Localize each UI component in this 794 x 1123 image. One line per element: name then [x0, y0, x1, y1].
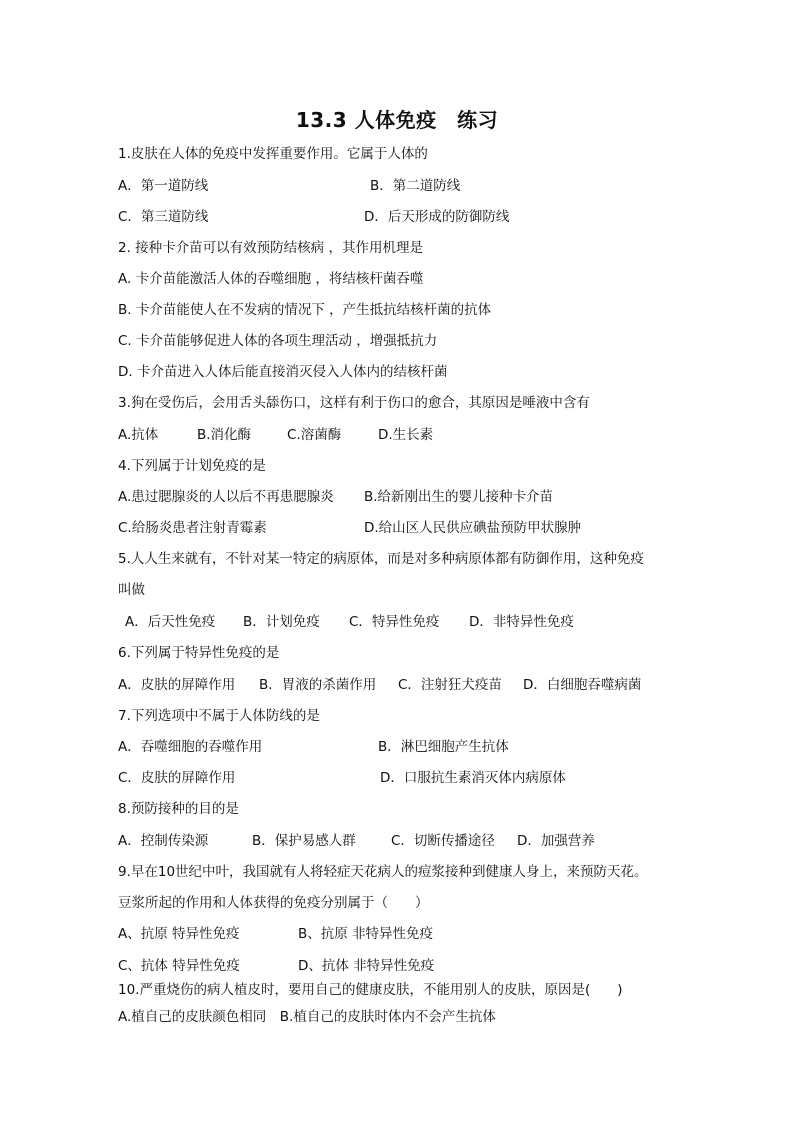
question-5-option-c: C．特异性免疫	[349, 614, 440, 630]
question-4-option-d: D.给山区人民供应碘盐预防甲状腺肿	[364, 520, 582, 536]
question-9-stem: 9.早在10世纪中叶，我国就有人将轻症天花病人的痘浆接种到健康人身上，来预防天花。	[118, 864, 648, 880]
question-7-option-d: D．口服抗生素消灭体内病原体	[380, 770, 566, 786]
question-6-option-b: B．胃液的杀菌作用	[259, 677, 377, 693]
question-4-stem: 4.下列属于计划免疫的是	[118, 458, 266, 474]
question-5-option-d: D．非特异性免疫	[469, 614, 574, 630]
question-8-option-b: B．保护易感人群	[252, 833, 356, 849]
question-9-option-b: B、抗原 非特异性免疫	[298, 926, 434, 942]
question-1-stem: 1.皮肤在人体的免疫中发挥重要作用。它属于人体的	[118, 146, 428, 162]
question-5-option-a: A．后天性免疫	[125, 614, 216, 630]
question-1-option-a: A．第一道防线	[118, 178, 209, 194]
question-5-stem: 5.人人生来就有，不针对某一特定的病原体，而是对多种病原体都有防御作用，这种免疫	[118, 551, 644, 567]
question-7-stem: 7.下列选项中不属于人体防线的是	[118, 708, 320, 724]
question-1-option-d: D．后天形成的防御防线	[364, 209, 510, 225]
question-9-option-a: A、抗原 特异性免疫	[118, 926, 240, 942]
question-6-option-a: A．皮肤的屏障作用	[118, 677, 236, 693]
question-7-option-b: B．淋巴细胞产生抗体	[378, 739, 509, 755]
question-1-option-c: C．第三道防线	[118, 209, 209, 225]
question-3-option-b: B.消化酶	[197, 427, 252, 443]
question-7-option-a: A．吞噬细胞的吞噬作用	[118, 739, 263, 755]
question-4-option-c: C.给肠炎患者注射青霉素	[118, 520, 267, 536]
question-6-option-c: C．注射狂犬疫苗	[398, 677, 502, 693]
question-10-stem: 10.严重烧伤的病人植皮时，要用自己的健康皮肤，不能用别人的皮肤，原因是( )	[118, 982, 623, 998]
question-6-option-d: D．白细胞吞噬病菌	[523, 677, 642, 693]
question-1-option-b: B．第二道防线	[370, 178, 461, 194]
question-8-option-a: A．控制传染源	[118, 833, 209, 849]
question-3-option-c: C.溶菌酶	[287, 427, 342, 443]
question-2-stem: 2. 接种卡介苗可以有效预防结核病 ，其作用机理是	[118, 240, 423, 256]
question-9-option-c: C、抗体 特异性免疫	[118, 958, 240, 974]
question-2-option-c: C. 卡介苗能够促进人体的各项生理活动 ，增强抵抗力	[118, 333, 438, 349]
question-10-options-ab: A.植自己的皮肤颜色相同 B.植自己的皮肤时体内不会产生抗体	[118, 1009, 496, 1025]
question-8-option-d: D．加强营养	[517, 833, 595, 849]
question-8-option-c: C．切断传播途径	[391, 833, 495, 849]
question-3-option-d: D.生长素	[378, 427, 434, 443]
question-3-stem: 3.狗在受伤后，会用舌头舔伤口，这样有利于伤口的愈合，其原因是唾液中含有	[118, 395, 590, 411]
question-8-stem: 8.预防接种的目的是	[118, 801, 239, 817]
page-title: 13.3 人体免疫 练习	[295, 108, 499, 132]
question-5-option-b: B．计划免疫	[243, 614, 320, 630]
question-2-option-d: D. 卡介苗进入人体后能直接消灭侵入人体内的结核杆菌	[118, 364, 448, 380]
question-9-option-d: D、抗体 非特异性免疫	[298, 958, 435, 974]
question-4-option-a: A.患过腮腺炎的人以后不再患腮腺炎	[118, 489, 334, 505]
question-2-option-b: B. 卡介苗能使人在不发病的情况下 ，产生抵抗结核杆菌的抗体	[118, 302, 492, 318]
question-7-option-c: C．皮肤的屏障作用	[118, 770, 236, 786]
question-2-option-a: A. 卡介苗能激活人体的吞噬细胞 ，将结核杆菌吞噬	[118, 271, 424, 287]
question-5-stem-cont: 叫做	[118, 582, 145, 598]
question-4-option-b: B.给新刚出生的婴儿接种卡介苗	[364, 489, 554, 505]
question-3-option-a: A.抗体	[118, 427, 159, 443]
question-9-stem-cont: 豆浆所起的作用和人体获得的免疫分别属于（ ）	[118, 895, 429, 911]
question-6-stem: 6.下列属于特异性免疫的是	[118, 645, 280, 661]
